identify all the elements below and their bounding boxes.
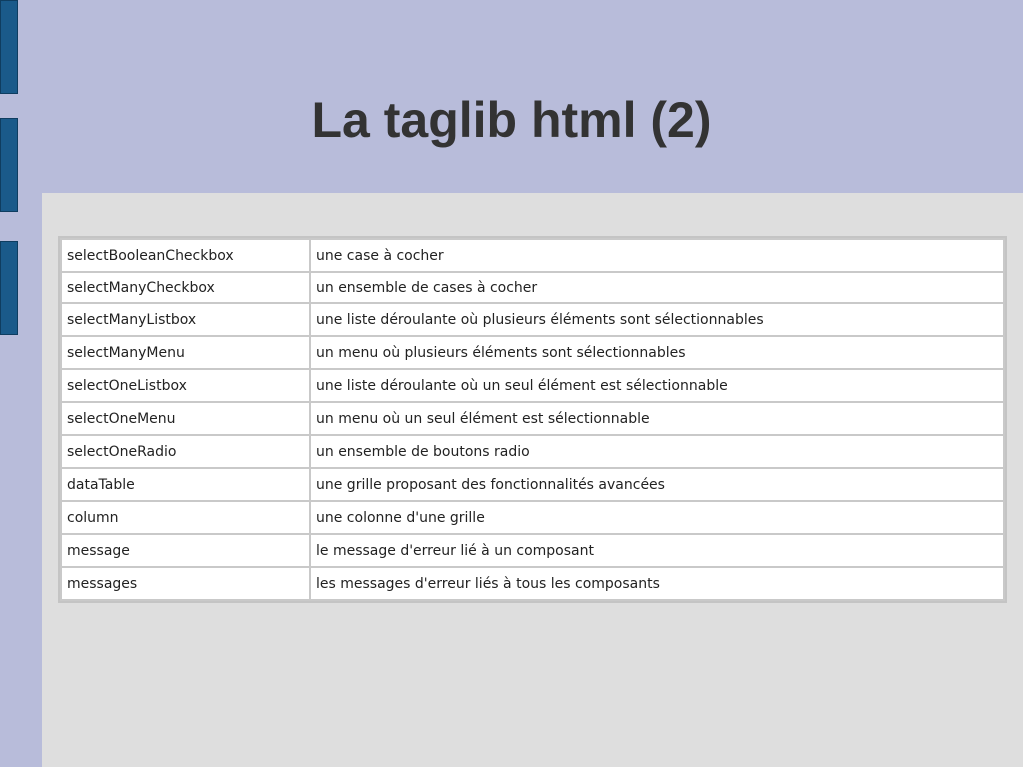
table-row (61, 303, 1004, 336)
decorative-side-bar (0, 241, 18, 335)
tag-name-cell: column (61, 501, 310, 534)
tag-description-cell: une grille proposant des fonctionnalités avancées (310, 468, 1004, 501)
tag-table (60, 238, 1005, 601)
table-row (61, 239, 1004, 272)
slide-title: La taglib html (2) (311, 92, 712, 148)
table-row (61, 501, 1004, 534)
table-row (61, 402, 1004, 435)
table-row (61, 336, 1004, 369)
tag-table-container (58, 236, 1007, 603)
tag-description-cell: un menu où plusieurs éléments sont sélectionnables (310, 336, 1004, 369)
table-row (61, 534, 1004, 567)
tag-name-cell: selectOneRadio (61, 435, 310, 468)
table-row (61, 435, 1004, 468)
tag-name-cell: selectManyListbox (61, 303, 310, 336)
tag-name-cell: selectManyCheckbox (61, 272, 310, 303)
tag-description-cell: un menu où un seul élément est sélectionnable (310, 402, 1004, 435)
tag-name-cell: messages (61, 567, 310, 600)
decorative-side-bar (0, 0, 18, 94)
tag-description-cell: une case à cocher (310, 239, 1004, 272)
content-panel (42, 193, 1023, 767)
tag-description-cell: une liste déroulante où un seul élément est sélectionnable (310, 369, 1004, 402)
tag-description-cell: les messages d'erreur liés à tous les composants (310, 567, 1004, 600)
table-row (61, 567, 1004, 600)
tag-description-cell: une colonne d'une grille (310, 501, 1004, 534)
table-row (61, 272, 1004, 303)
tag-name-cell: selectManyMenu (61, 336, 310, 369)
table-row (61, 468, 1004, 501)
tag-name-cell: dataTable (61, 468, 310, 501)
table-row (61, 369, 1004, 402)
tag-name-cell: selectOneMenu (61, 402, 310, 435)
tag-name-cell: selectBooleanCheckbox (61, 239, 310, 272)
tag-description-cell: un ensemble de cases à cocher (310, 272, 1004, 303)
tag-description-cell: une liste déroulante où plusieurs éléments sont sélectionnables (310, 303, 1004, 336)
tag-name-cell: selectOneListbox (61, 369, 310, 402)
tag-description-cell: le message d'erreur lié à un composant (310, 534, 1004, 567)
tag-description-cell: un ensemble de boutons radio (310, 435, 1004, 468)
tag-name-cell: message (61, 534, 310, 567)
